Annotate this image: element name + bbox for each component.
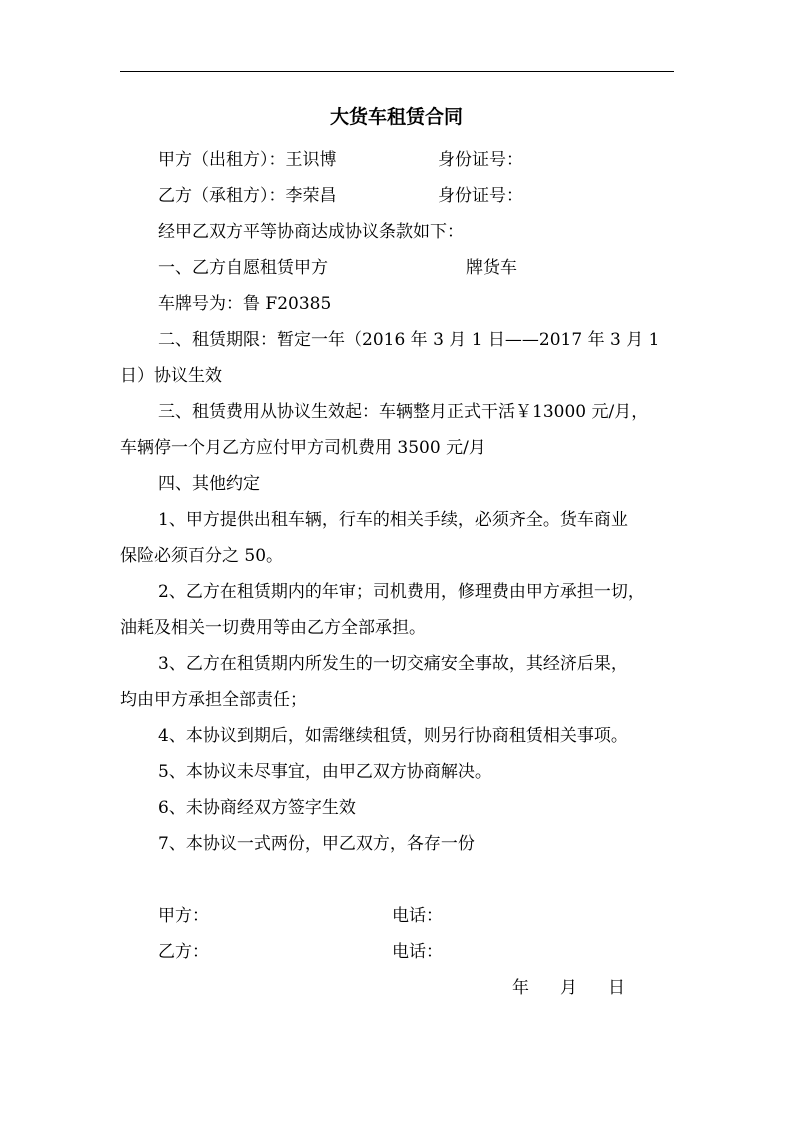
item-2-line2: 油耗及相关一切费用等由乙方全部承担。 <box>120 618 426 638</box>
clause-1-text: 一、乙方自愿租赁甲方 <box>158 258 328 278</box>
clause-3-line1: 三、租赁费用从协议生效起：车辆整月正式干活￥13000 元/月， <box>158 402 649 422</box>
party-a-id-label: 身份证号： <box>438 150 523 170</box>
item-2-line1: 2、乙方在租赁期内的年审；司机费用，修理费由甲方承担一切， <box>158 582 645 602</box>
signature-party-a-phone: 电话： <box>392 906 443 926</box>
date-month: 月 <box>560 978 577 998</box>
signature-party-a: 甲方： <box>158 906 209 926</box>
document-title: 大货车租赁合同 <box>329 106 463 128</box>
item-7: 7、本协议一式两份，甲乙双方，各存一份 <box>158 834 475 854</box>
item-6: 6、未协商经双方签字生效 <box>158 798 356 818</box>
clause-4-heading: 四、其他约定 <box>158 474 260 494</box>
item-5: 5、本协议未尽事宜，由甲乙双方协商解决。 <box>158 762 492 782</box>
clause-3-line2: 车辆停一个月乙方应付甲方司机费用 3500 元/月 <box>120 438 486 458</box>
clause-2-line2: 日）协议生效 <box>120 366 222 386</box>
date-year: 年 <box>512 978 529 998</box>
date-day: 日 <box>608 978 625 998</box>
signature-party-b: 乙方： <box>158 942 209 962</box>
item-4: 4、本协议到期后，如需继续租赁，则另行协商租赁相关事项。 <box>158 726 628 746</box>
item-3-line1: 3、乙方在租赁期内所发生的一切交痛安全事故，其经济后果， <box>158 654 628 674</box>
date-line <box>512 977 625 999</box>
clause-2-line1: 二、租赁期限：暂定一年（2016 年 3 月 1 日——2017 年 3 月 1 <box>158 330 660 350</box>
clause-1-suffix: 牌货车 <box>466 258 517 278</box>
item-3-line2: 均由甲方承担全部责任； <box>120 690 307 710</box>
plate-number: 车牌号为：鲁 F20385 <box>158 294 332 314</box>
party-a-label: 甲方（出租方）：王识博 <box>158 150 337 170</box>
item-1-line1: 1、甲方提供出租车辆，行车的相关手续，必须齐全。货车商业 <box>158 510 628 530</box>
header-rule <box>120 71 674 72</box>
intro-text: 经甲乙双方平等协商达成协议条款如下： <box>158 222 464 242</box>
party-b-label: 乙方（承租方）：李荣昌 <box>158 186 337 206</box>
item-1-line2: 保险必须百分之 50。 <box>120 546 284 566</box>
signature-party-b-phone: 电话： <box>392 942 443 962</box>
party-b-id-label: 身份证号： <box>438 186 523 206</box>
